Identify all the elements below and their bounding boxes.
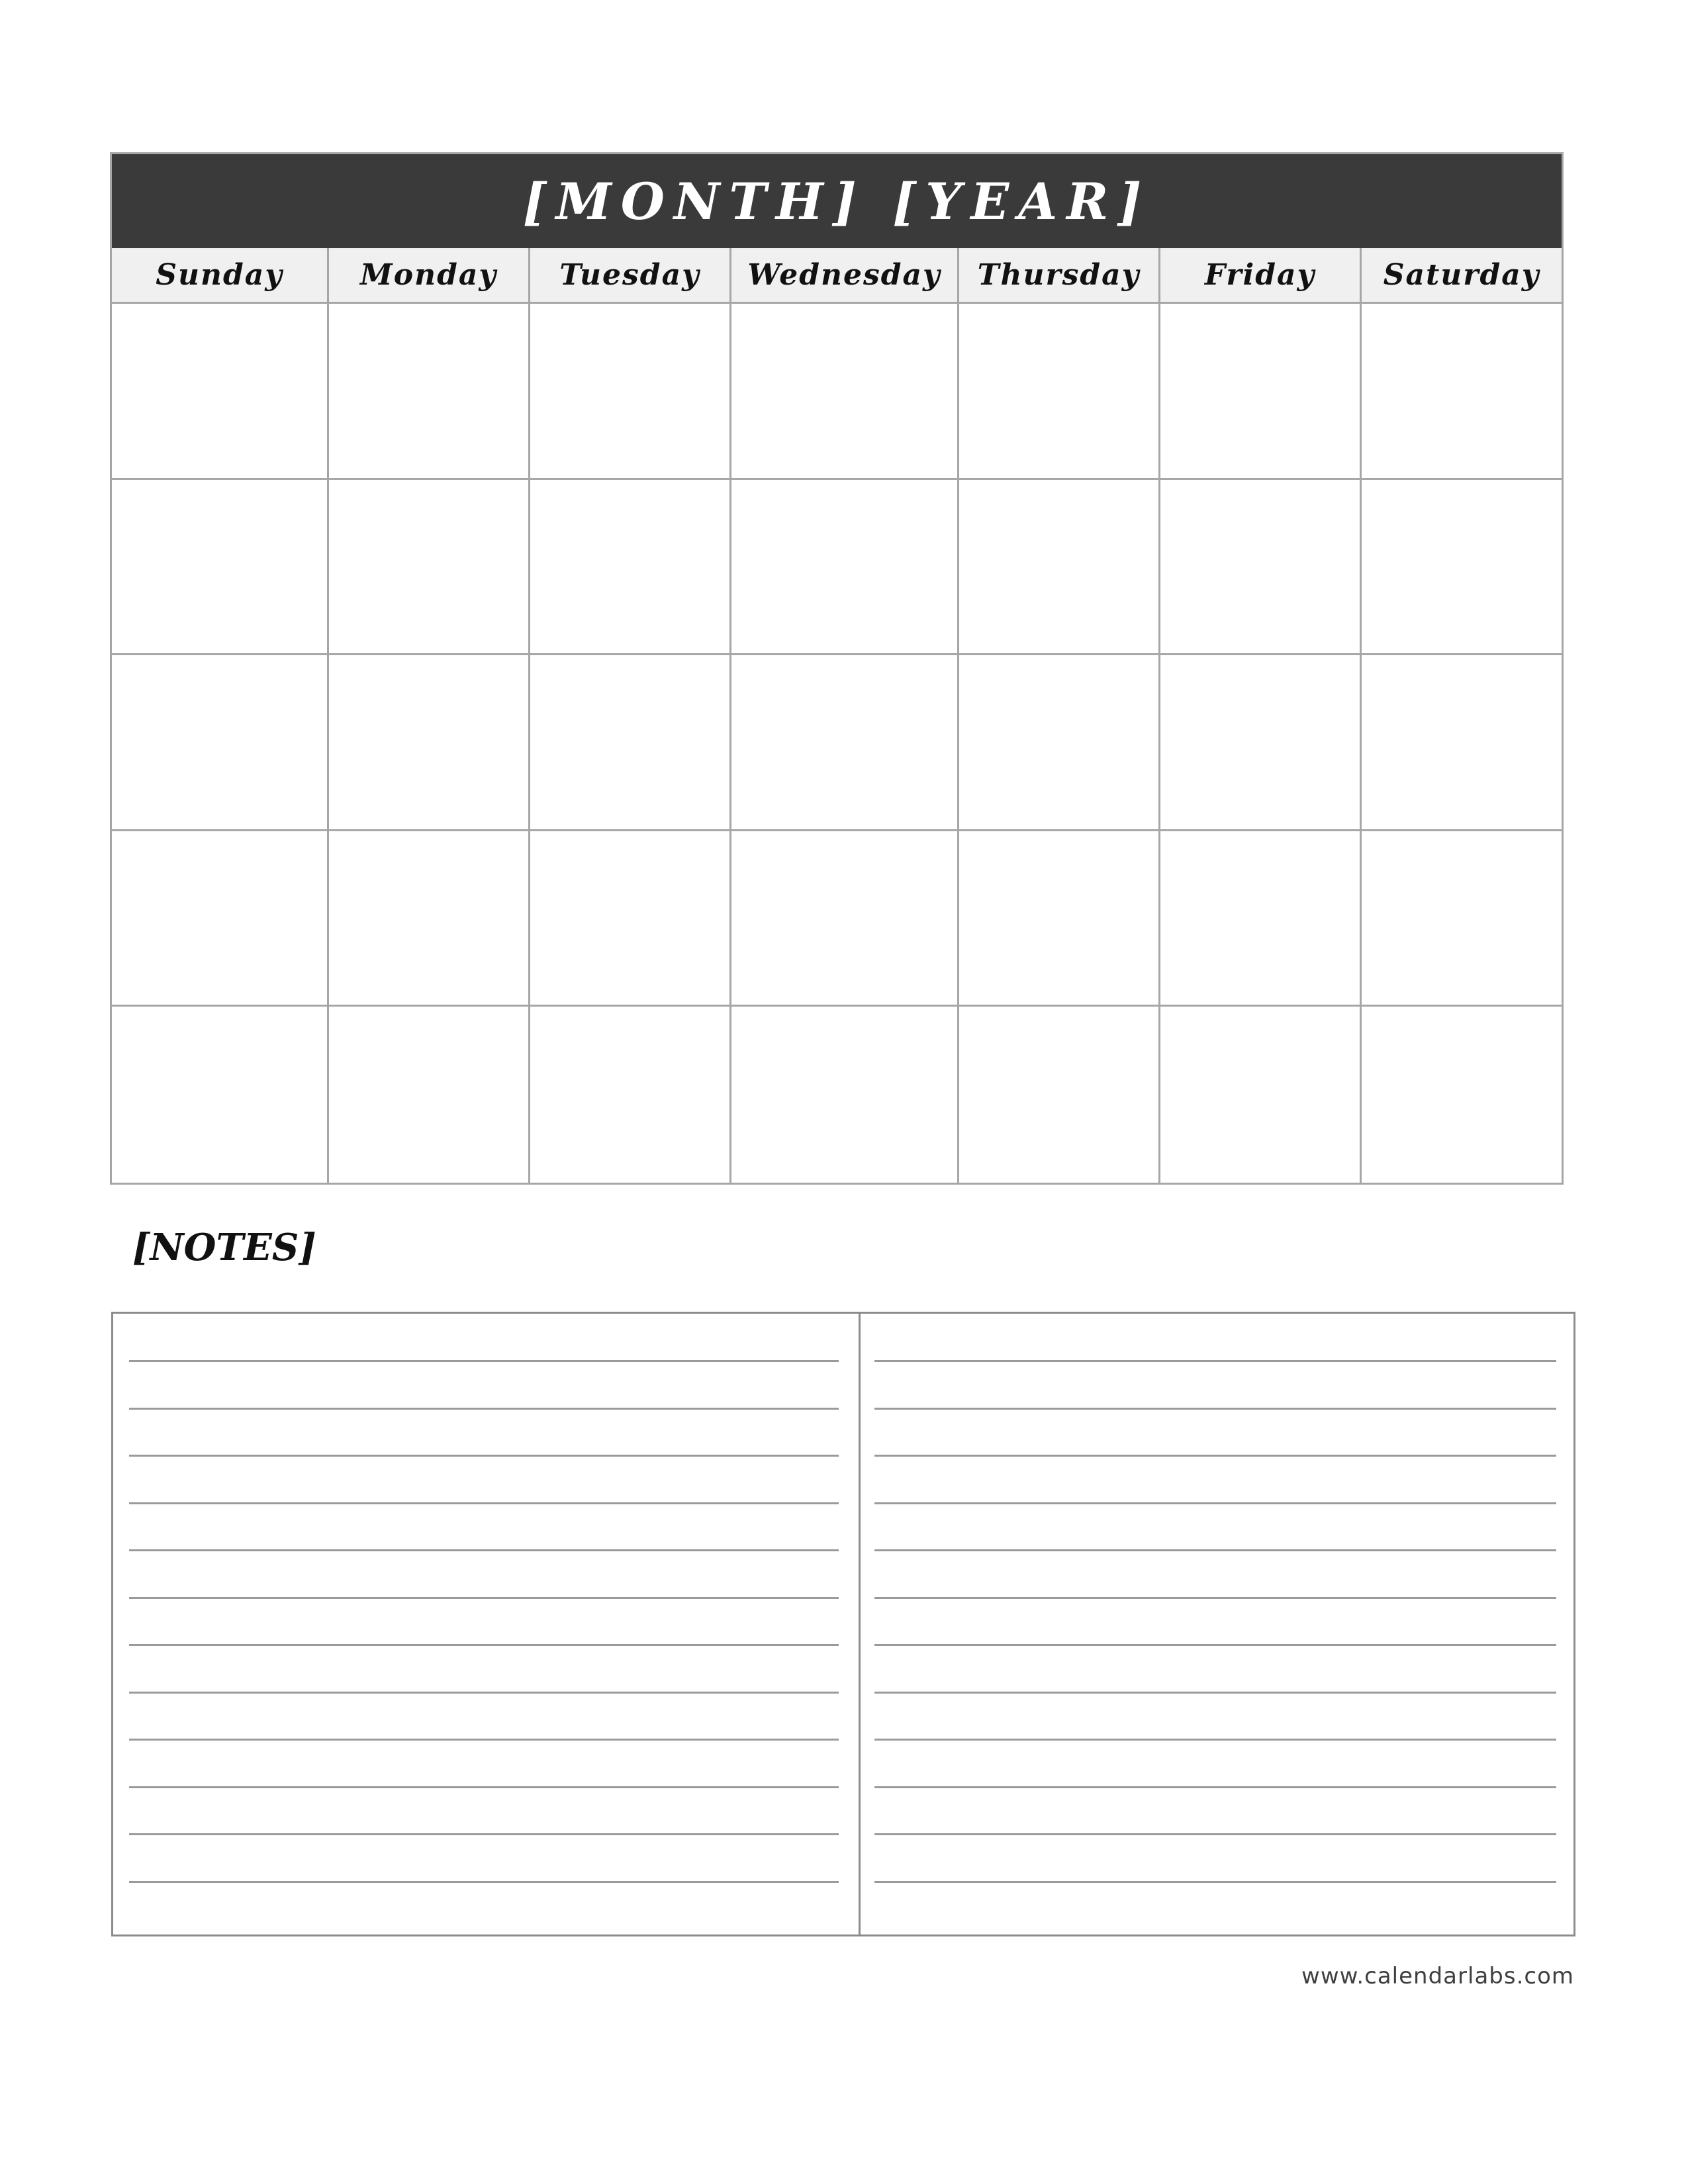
day-cell[interactable] [1160,304,1362,480]
note-line[interactable] [129,1502,839,1504]
note-line[interactable] [129,1786,839,1788]
note-line[interactable] [874,1360,1556,1362]
day-cell[interactable] [959,831,1160,1007]
day-cell[interactable] [530,304,731,480]
calendar-title: [MONTH] [YEAR] [112,154,1562,248]
note-line[interactable] [129,1408,839,1410]
day-cell[interactable] [731,1007,959,1183]
day-header-thursday: Thursday [959,248,1160,304]
day-cell[interactable] [329,480,530,656]
note-line[interactable] [874,1786,1556,1788]
day-cell[interactable] [1160,1007,1362,1183]
note-line[interactable] [129,1692,839,1694]
day-cell[interactable] [329,304,530,480]
website-link[interactable]: www.calendarlabs.com [1301,1963,1574,1989]
day-cell[interactable] [530,831,731,1007]
notes-heading: [NOTES] [132,1226,316,1269]
day-cell[interactable] [1362,655,1562,831]
note-line[interactable] [129,1644,839,1646]
day-cell[interactable] [1362,831,1562,1007]
day-cell[interactable] [959,655,1160,831]
note-line[interactable] [874,1644,1556,1646]
note-line[interactable] [129,1597,839,1599]
day-header-friday: Friday [1160,248,1362,304]
day-cell[interactable] [1160,655,1362,831]
day-cell[interactable] [731,831,959,1007]
note-line[interactable] [874,1502,1556,1504]
note-line[interactable] [129,1455,839,1457]
day-header-tuesday: Tuesday [530,248,731,304]
note-line[interactable] [129,1739,839,1741]
note-line[interactable] [874,1833,1556,1835]
note-line[interactable] [129,1881,839,1883]
day-cell[interactable] [530,1007,731,1183]
calendar-grid [110,152,1564,1185]
note-line[interactable] [874,1692,1556,1694]
day-cell[interactable] [1362,304,1562,480]
day-cell[interactable] [731,304,959,480]
day-cell[interactable] [329,1007,530,1183]
day-header-monday: Monday [329,248,530,304]
day-cell[interactable] [329,831,530,1007]
day-cell[interactable] [1160,831,1362,1007]
note-line[interactable] [129,1549,839,1551]
day-cell[interactable] [1160,480,1362,656]
day-cell[interactable] [959,480,1160,656]
day-cell[interactable] [112,831,329,1007]
note-line[interactable] [874,1597,1556,1599]
day-cell[interactable] [112,304,329,480]
note-line[interactable] [874,1408,1556,1410]
day-cell[interactable] [731,480,959,656]
day-header-sunday: Sunday [112,248,329,304]
day-header-wednesday: Wednesday [731,248,959,304]
note-line[interactable] [874,1881,1556,1883]
day-cell[interactable] [1362,1007,1562,1183]
note-line[interactable] [874,1549,1556,1551]
day-cell[interactable] [112,480,329,656]
notes-divider [859,1314,861,1934]
note-line[interactable] [129,1833,839,1835]
note-line[interactable] [129,1360,839,1362]
day-cell[interactable] [530,655,731,831]
day-cell[interactable] [112,1007,329,1183]
day-header-saturday: Saturday [1362,248,1562,304]
notes-box [111,1312,1575,1936]
day-cell[interactable] [731,655,959,831]
day-cell[interactable] [329,655,530,831]
day-cell[interactable] [959,1007,1160,1183]
note-line[interactable] [874,1455,1556,1457]
day-cell[interactable] [530,480,731,656]
day-cell[interactable] [959,304,1160,480]
day-cell[interactable] [1362,480,1562,656]
note-line[interactable] [874,1739,1556,1741]
day-cell[interactable] [112,655,329,831]
